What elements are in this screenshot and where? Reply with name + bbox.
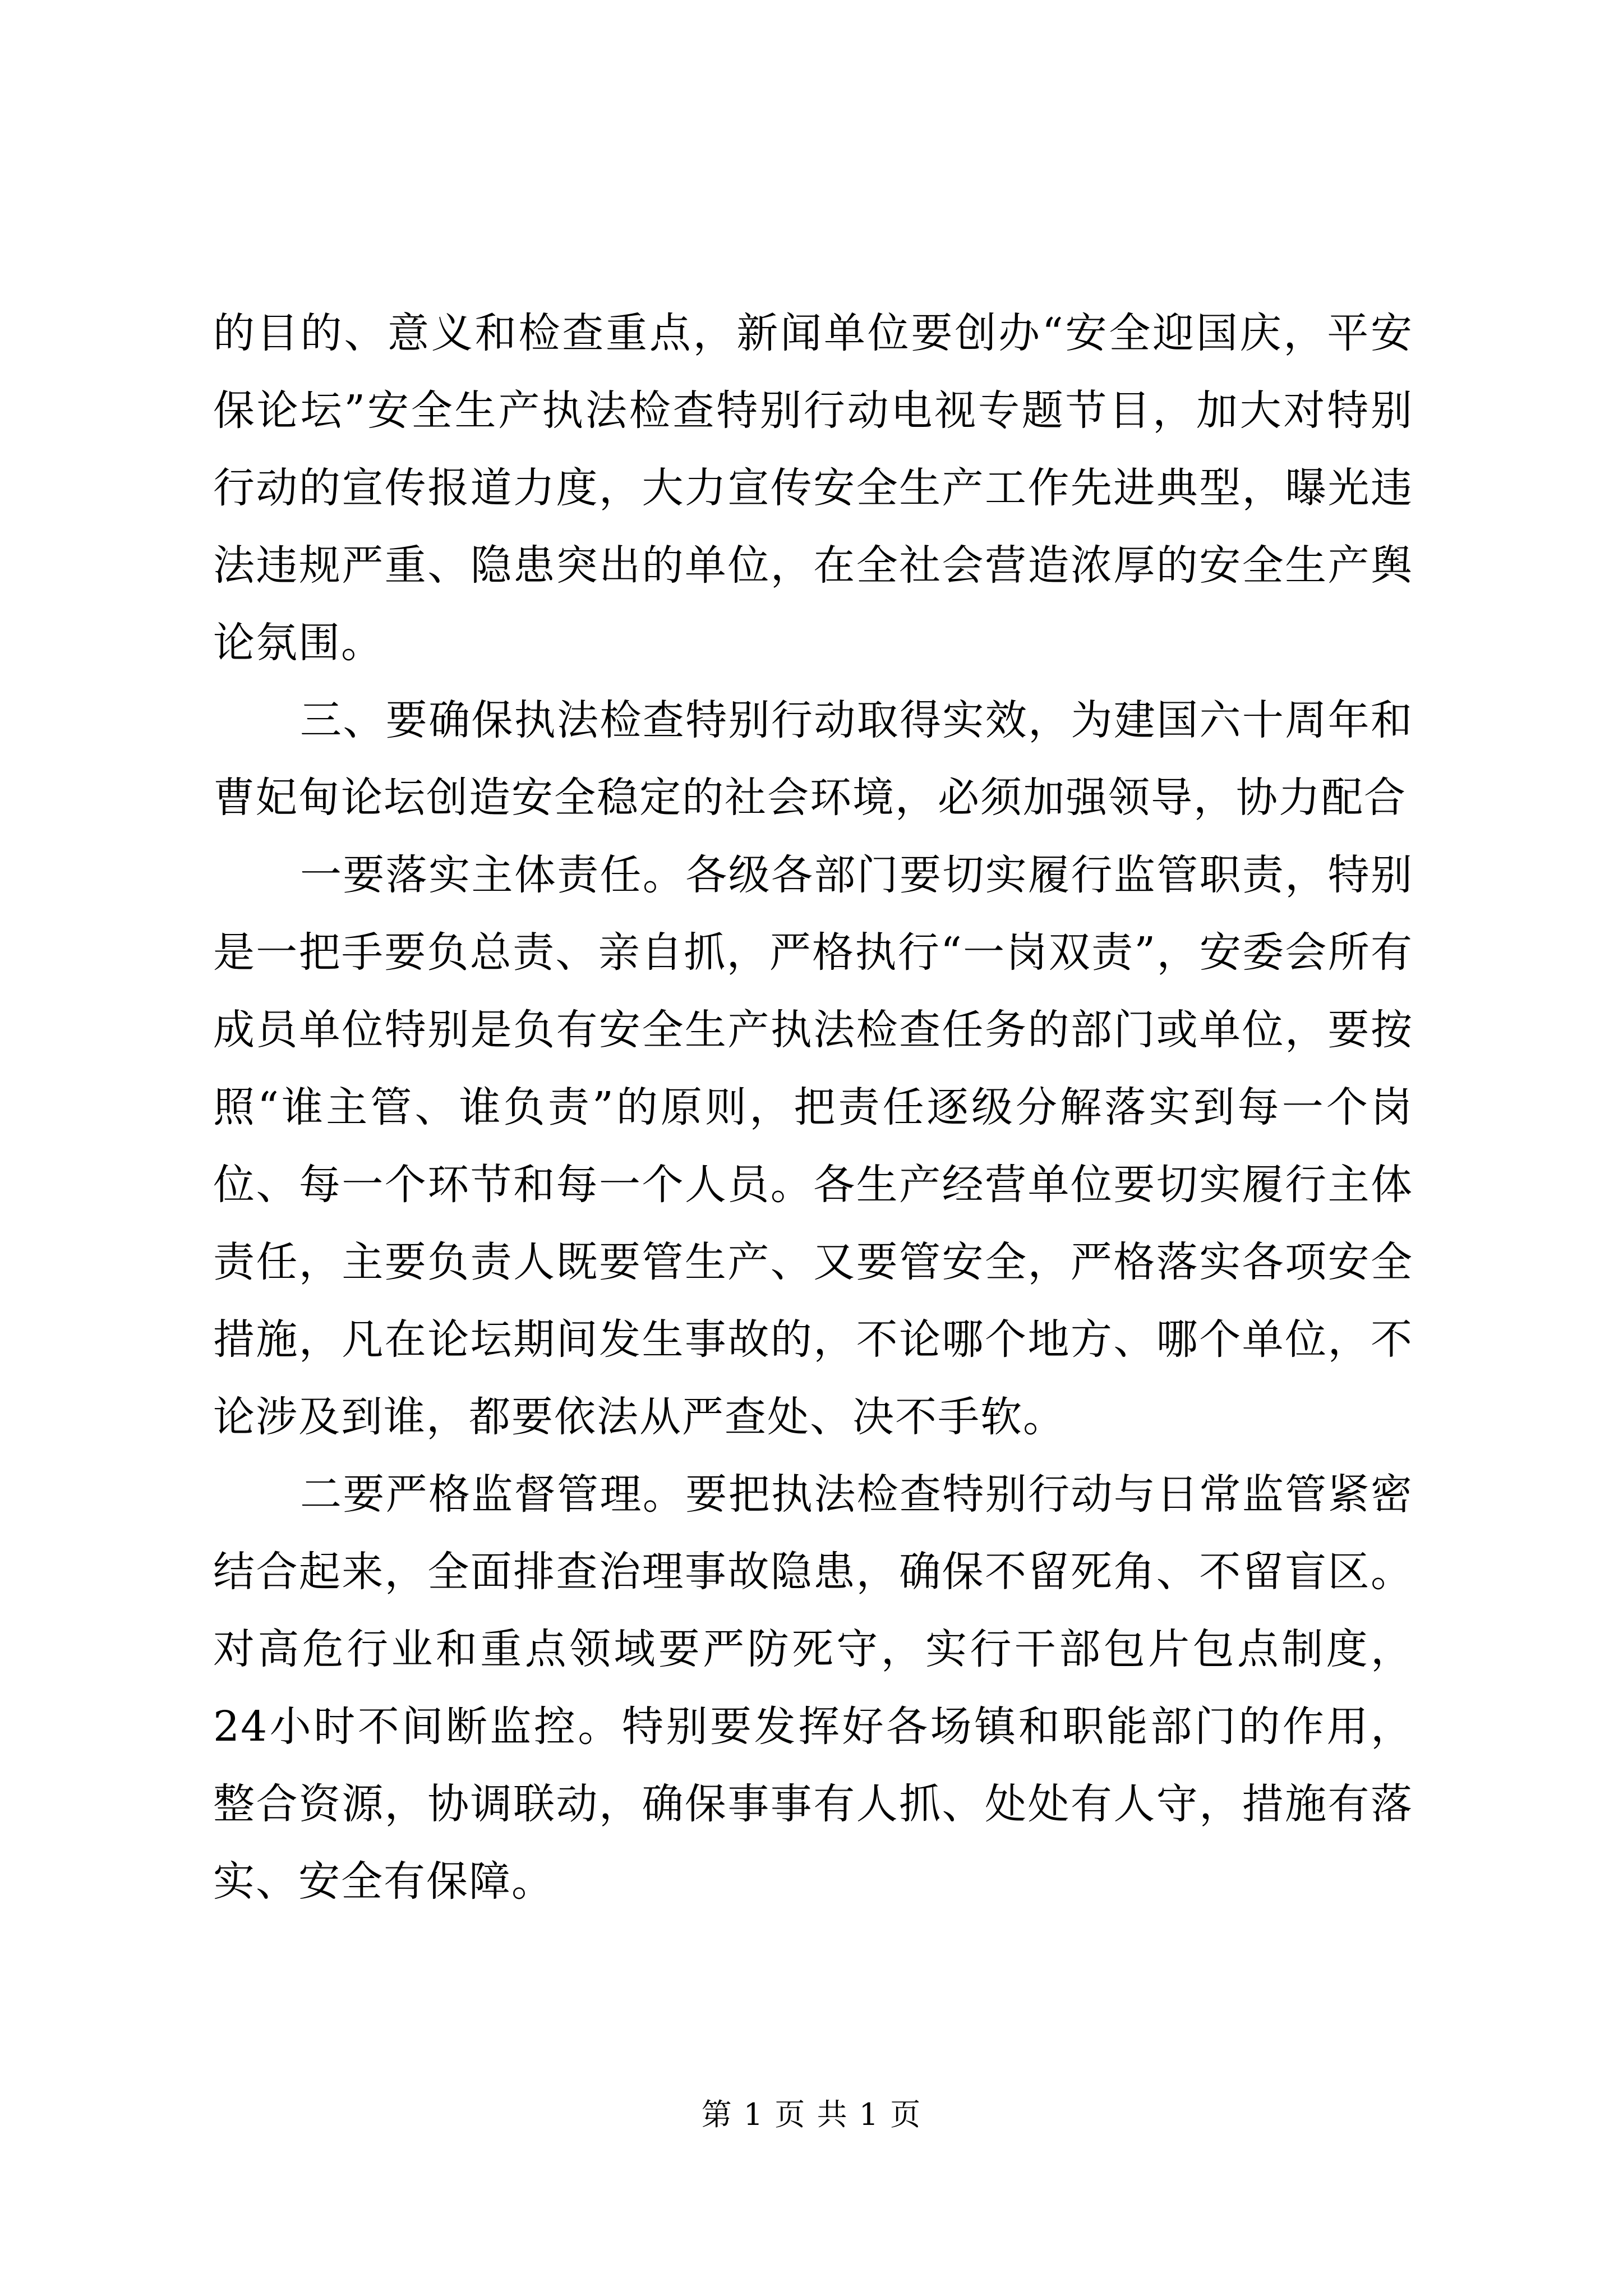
page-footer: 第 1 页 共 1 页 xyxy=(701,2097,922,2132)
paragraph-supervision: 二要严格监督管理。要把执法检查特别行动与日常监管紧密结合起来，全面排查治理事故隐患，确保不留死角、不留盲区。对高危行业和重点领域要严防死守，实行干部包片包点制度，24小时不间断监控。特别要发挥好各场镇和职能部门的作用，整合资源，协调联动，确保事事有人抓、处处有人守，措施有落实、安全有保障。 xyxy=(213,1470,1413,1906)
paragraph-section-three: 三、要确保执法检查特别行动取得实效，为建国六十周年和曹妃甸论坛创造安全稳定的社会环境，必须加强领导，协力配合 xyxy=(213,696,1413,822)
paragraph-continuation: 的目的、意义和检查重点，新闻单位要创办“安全迎国庆，平安保论坛”安全生产执法检查特别行动电视专题节目，加大对特别行动的宣传报道力度，大力宣传安全生产工作先进典型，曝光违法违规严重、隐患突出的单位，在全社会营造浓厚的安全生产舆论氛围。 xyxy=(213,309,1413,667)
paragraph-main-responsibility: 一要落实主体责任。各级各部门要切实履行监管职责，特别是一把手要负总责、亲自抓，严格执行“一岗双责”，安委会所有成员单位特别是负有安全生产执法检查任务的部门或单位，要按照“谁主管、谁负责”的原则，把责任逐级分解落实到每一个岗位、每一个环节和每一个人员。各生产经营单位要切实履行主体责任，主要负责人既要管生产、又要管安全，严格落实各项安全措施，凡在论坛期间发生事故的，不论哪个地方、哪个单位，不论涉及到谁，都要依法从严查处、决不手软。 xyxy=(213,851,1413,1441)
document-body xyxy=(213,295,1413,1920)
